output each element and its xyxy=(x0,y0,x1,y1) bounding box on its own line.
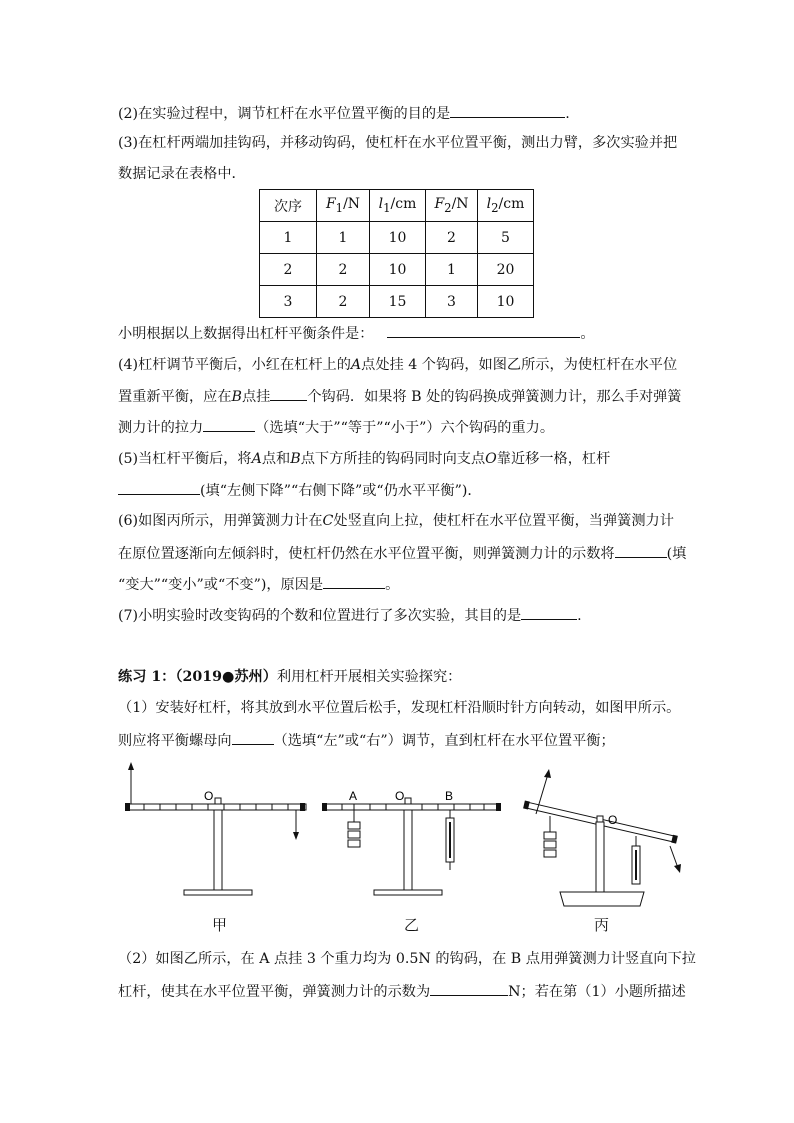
down-arrowhead xyxy=(293,832,299,840)
stand-base xyxy=(560,892,644,906)
question-4-line2: 置重新平衡，应在B点挂 个钩码．如果将 B 处的钩码换成弹簧测力计，那么手对弹簧 xyxy=(118,386,681,407)
question-5-line2: (填“左侧下降”“右侧下降”或“仍水平平衡”)． xyxy=(118,480,482,501)
question-6-line3: “变大”“变小”或“不变”)，原因是 。 xyxy=(118,574,399,595)
question-4-line3: 测力计的拉力 （选填“大于”“等于”“小于”）六个钩码的重力。 xyxy=(118,417,554,438)
table-cell: 2 xyxy=(317,286,370,318)
hook-weight xyxy=(544,832,556,839)
answer-blank[interactable] xyxy=(430,981,508,996)
header-cell: $l_2/cm$ xyxy=(478,190,534,222)
question-6-line1: (6)如图丙所示，用弹簧测力计在C处竖直向上拉，使杠杆在水平位置平衡，当弹簧测力计 xyxy=(118,513,674,529)
table-header-row xyxy=(260,190,534,222)
header-cell: 次序 xyxy=(260,190,317,222)
table-row xyxy=(260,222,534,254)
header-cell: $F_2/N$ xyxy=(426,190,478,222)
exercise-1-heading xyxy=(118,667,461,687)
exercise-intro: 利用杠杆开展相关实验探究： xyxy=(276,669,462,685)
answer-blank[interactable] xyxy=(118,480,200,495)
lever-bar xyxy=(326,804,498,810)
pivot xyxy=(597,816,603,822)
answer-blank[interactable] xyxy=(323,574,385,589)
pull-arrowhead xyxy=(674,864,681,873)
force-arrowhead xyxy=(544,769,551,778)
conclusion-line xyxy=(118,323,595,344)
table-cell: 3 xyxy=(260,286,317,318)
table-cell: 5 xyxy=(478,222,534,254)
answer-blank[interactable] xyxy=(270,386,307,401)
table-cell: 10 xyxy=(370,222,426,254)
pivot-label: O xyxy=(395,789,405,803)
pivot xyxy=(215,798,221,804)
pivot-label: O xyxy=(204,789,214,803)
table-row xyxy=(260,254,534,286)
pivot-label: O xyxy=(608,813,618,827)
hook-weight xyxy=(348,822,360,829)
up-arrowhead xyxy=(128,762,134,770)
stand-base xyxy=(184,890,252,895)
figure-jia-label: 甲 xyxy=(212,916,228,934)
table-cell: 2 xyxy=(317,254,370,286)
question-3-line1: (3)在杠杆两端加挂钩码，并移动钩码，使杠杆在水平位置平衡，测出力臂，多次实验并把 xyxy=(118,135,678,151)
exercise-1-q1-line1: （1）安装好杠杆，将其放到水平位置后松手，发现杠杆沿顺时针方向转动，如图甲所示。 xyxy=(118,700,681,716)
data-table xyxy=(259,189,534,318)
hook-weight xyxy=(544,850,556,857)
balance-nut xyxy=(300,803,305,811)
q2-end: . xyxy=(565,106,570,122)
table-cell: 20 xyxy=(478,254,534,286)
stand-base xyxy=(374,890,442,895)
table-cell: 15 xyxy=(370,286,426,318)
exercise-1-q2-line1: （2）如图乙所示，在 A 点挂 3 个重力均为 0.5N 的钩码，在 B 点用弹簧测力计竖直向下拉 xyxy=(118,951,696,967)
table-cell: 10 xyxy=(370,254,426,286)
pivot xyxy=(405,798,411,804)
header-cell: $l_1/cm$ xyxy=(370,190,426,222)
answer-blank[interactable] xyxy=(232,730,274,745)
lever-bar xyxy=(128,804,306,810)
figure-bing xyxy=(520,760,690,910)
table-cell: 3 xyxy=(426,286,478,318)
table-cell: 1 xyxy=(317,222,370,254)
figure-yi xyxy=(318,760,508,910)
balance-nut xyxy=(322,803,327,811)
answer-blank[interactable] xyxy=(615,543,667,558)
table-row xyxy=(260,286,534,318)
point-b-label: B xyxy=(445,789,454,803)
question-4-line1: (4)杠杆调节平衡后，小红在杠杆上的A点处挂 4 个钩码，如图乙所示，为使杠杆在水平位 xyxy=(118,357,678,373)
table-cell: 1 xyxy=(260,222,317,254)
table-cell: 2 xyxy=(426,222,478,254)
pull-arrow xyxy=(670,846,678,868)
hook-weight xyxy=(348,840,360,847)
balance-nut xyxy=(125,803,130,811)
question-6-line2: 在原位置逐渐向左倾斜时，使杠杆仍然在水平位置平衡，则弹簧测力计的示数将 (填 xyxy=(118,543,686,564)
figure-jia xyxy=(118,760,318,910)
figure-yi-label: 乙 xyxy=(404,916,420,934)
stand-post xyxy=(404,810,412,890)
question-3-line2: 数据记录在表格中． xyxy=(118,166,246,182)
answer-blank[interactable] xyxy=(521,605,577,620)
answer-blank[interactable] xyxy=(450,103,565,118)
stand-post xyxy=(214,810,222,890)
question-5-line1: (5)当杠杆平衡后，将A点和B点下方所挂的钩码同时向支点O靠近移一格，杠杆 xyxy=(118,451,611,467)
balance-nut xyxy=(496,803,501,811)
exercise-1-q2-line2: 杠杆，使其在水平位置平衡，弹簧测力计的示数为 N；若在第（1）小题所描述 xyxy=(118,981,686,1002)
question-7: (7)小明实验时改变钩码的个数和位置进行了多次实验，其目的是 . xyxy=(118,605,582,626)
hook-weight xyxy=(544,841,556,848)
stand-post xyxy=(596,822,604,892)
q2-text: (2)在实验过程中，调节杠杆在水平位置平衡的目的是 xyxy=(118,106,451,122)
conclusion-end: 。 xyxy=(580,326,595,342)
answer-blank[interactable] xyxy=(203,417,255,432)
table-cell: 1 xyxy=(426,254,478,286)
answer-blank[interactable] xyxy=(387,323,580,338)
exercise-title: 练习 1：（2019●苏州） xyxy=(118,669,277,685)
table-cell: 10 xyxy=(478,286,534,318)
table-cell: 2 xyxy=(260,254,317,286)
figure-bing-label: 丙 xyxy=(594,916,610,934)
exercise-1-q1-line2: 则应将平衡螺母向 （选填“左”或“右”）调节，直到杠杆在水平位置平衡； xyxy=(118,730,615,751)
point-a-label: A xyxy=(349,789,358,803)
conclusion-text: 小明根据以上数据得出杠杆平衡条件是： xyxy=(118,326,374,342)
hook-weight xyxy=(348,831,360,838)
header-cell: $F_1/N$ xyxy=(317,190,370,222)
question-2 xyxy=(118,103,570,124)
